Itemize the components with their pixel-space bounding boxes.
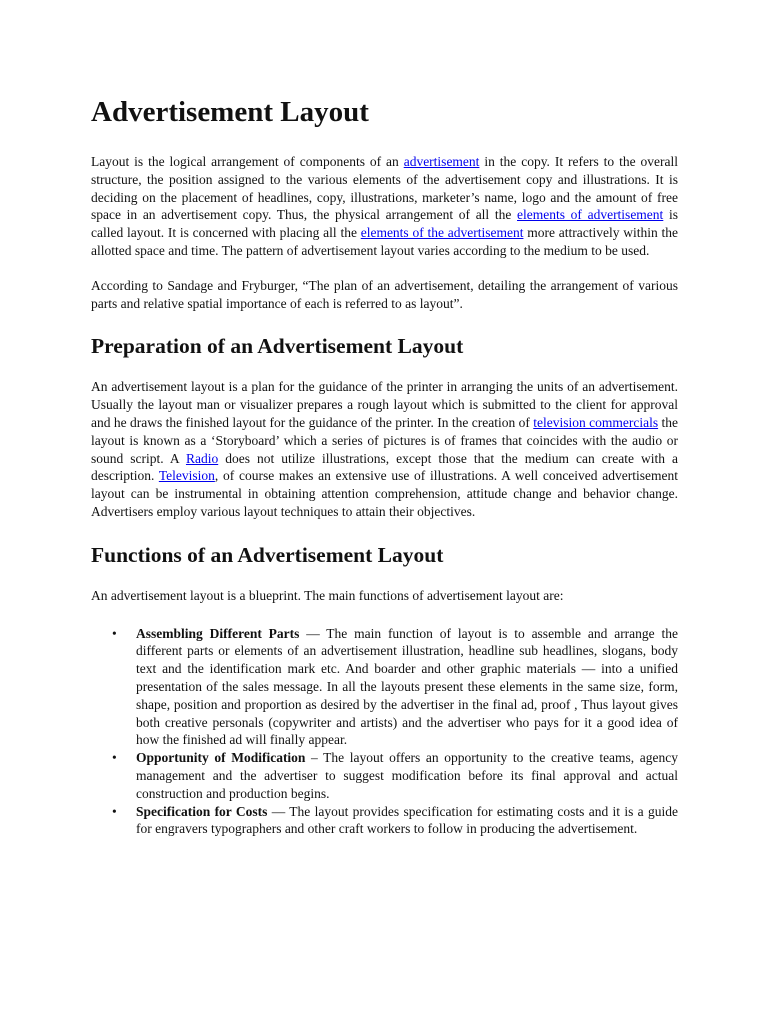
functions-heading: Functions of an Advertisement Layout — [91, 542, 444, 567]
list-item-term: Opportunity of Modification — [136, 750, 306, 766]
list-item — [112, 803, 678, 839]
bullet-icon: • — [112, 750, 117, 766]
preparation-text-2: the layout is known as a ‘Storyboard’ which a series of pictures is of frames that coincides with the audio or sound script. A — [91, 414, 678, 466]
list-item-term: Specification for Costs — [136, 803, 268, 819]
preparation-text-3: does not utilize illustrations, except those that the medium can create with a description. — [91, 450, 678, 484]
article-body — [91, 92, 678, 838]
preparation-paragraph — [91, 378, 678, 520]
bullet-icon: • — [112, 803, 117, 819]
preparation-text-1: An advertisement layout is a plan for the guidance of the printer in arranging the units of an advertisement. Usually the layout man or visualizer prepares a rough layout which is submitted to the client for approval and he draws the finished layout for the guidance of the printer. In the creation of — [91, 379, 678, 430]
advertisement-link[interactable]: advertisement — [403, 154, 480, 169]
list-item-term: Assembling Different Parts — [136, 625, 300, 641]
intro-paragraph — [91, 153, 678, 260]
list-item — [112, 749, 678, 802]
elements-of-the-advertisement-link[interactable]: elements of the advertisement — [360, 225, 524, 241]
television-commercials-link[interactable]: television commercials — [533, 414, 659, 430]
page-title: Advertisement Layout — [91, 96, 369, 128]
intro-text-3: is called layout. It is concerned with placing all the — [91, 207, 678, 241]
list-item-text: — The main function of layout is to assemble and arrange the different parts or elements of an advertisement illustration, headline sub headlines, slogans, body text and the identification mark etc. And boarder and other graphic materials — into a unified presentation of the sales message. In all the layouts present these elements in the same size, form, shape, position and proportion as desired by the advertiser in the final ad, proof , Thus layout gives both creative personals (copywriter and artists) and the advertiser who pays for it a good idea of how the finished ad will finally appear. — [136, 625, 678, 748]
intro-text-1: Layout is the logical arrangement of components of an — [91, 154, 404, 169]
radio-link[interactable]: Radio — [185, 450, 219, 466]
intro-text-4: more attractively within the allotted space and time. The pattern of advertisement layout varies according to the medium to be used. — [91, 225, 678, 258]
preparation-text-4: , of course makes an extensive use of illustrations. A well conceived advertisement layout can be instrumental in obtaining attention comprehension, attitude change and behavior change. Advertisers employ various layout techniques to attain their objectives. — [91, 468, 678, 519]
list-item — [112, 625, 678, 750]
elements-of-advertisement-link[interactable]: elements of advertisement — [517, 207, 664, 223]
list-item-text: — The layout provides specification for estimating costs and it is a guide for engravers typographers and other craft workers to follow in producing the advertisement. — [136, 803, 678, 837]
television-link[interactable]: Television — [158, 468, 215, 484]
intro-text-2: in the copy. It refers to the overall structure, the position assigned to the various elements of the advertisement copy and illustrations. It is deciding on the placement of headlines, copy, illustrations, marketer’s name, logo and the amount of free space in an advertisement copy. Thus, the physical arrangement of all the — [91, 154, 678, 223]
list-item-text: – The layout offers an opportunity to the creative teams, agency management and the advertiser to suggest modification before its final approval and actual construction and production begins. — [136, 750, 678, 801]
quote-paragraph: According to Sandage and Fryburger, “The plan of an advertisement, detailing the arrangement of various parts and relative spatial importance of each is referred to as layout”. — [91, 277, 678, 311]
functions-intro: An advertisement layout is a blueprint. The main functions of advertisement layout are: — [91, 587, 564, 603]
functions-list — [91, 625, 678, 839]
bullet-icon: • — [112, 625, 117, 641]
preparation-heading: Preparation of an Advertisement Layout — [91, 334, 464, 359]
